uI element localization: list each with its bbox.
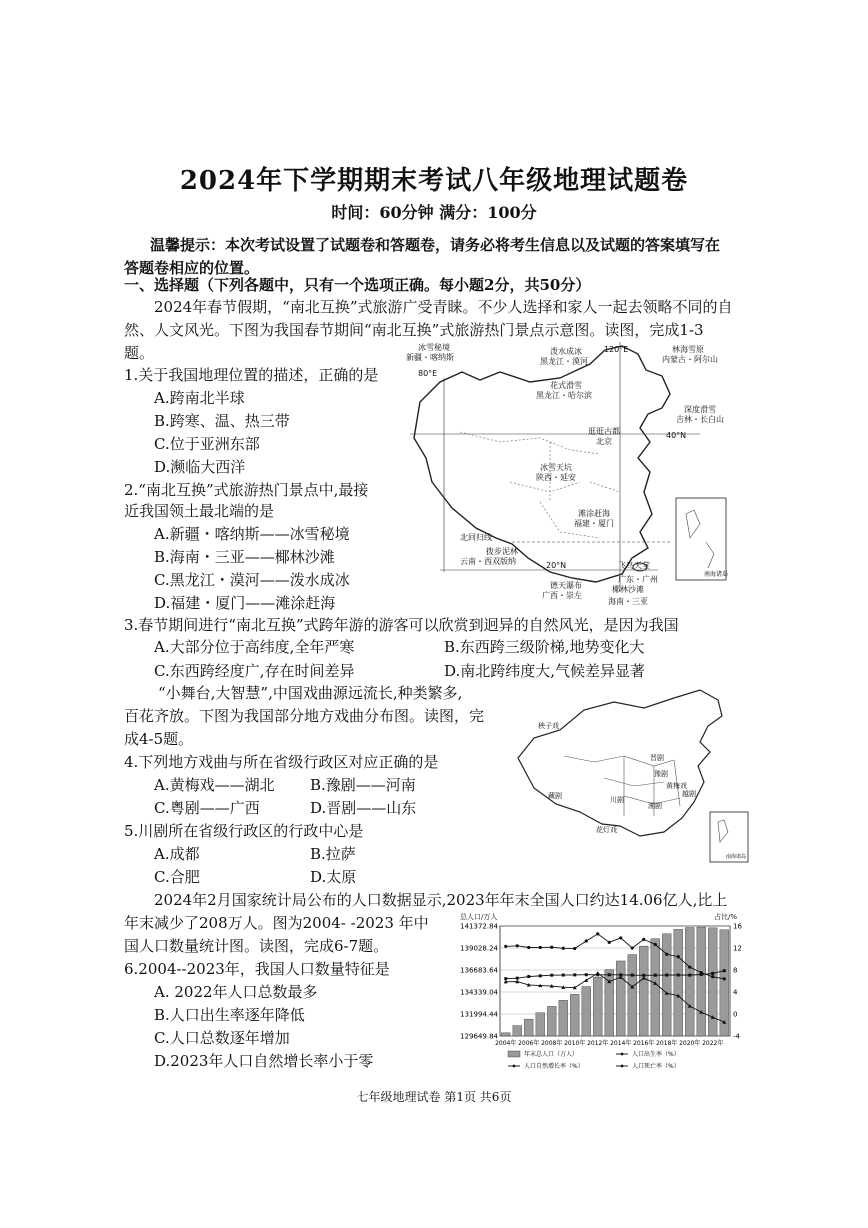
q4-stem: 4.下列地方戏曲与所在省级行政区对应正确的是 — [124, 753, 439, 771]
intro3-line-3: 国人口数量统计图。读图，完成6-7题。 — [124, 937, 389, 955]
map2-label-jinju: 晋剧 — [650, 754, 664, 762]
chart-legend-marker — [621, 1065, 624, 1068]
map1-label-detian: 德天瀑布广西・崇左 — [542, 581, 582, 600]
chart-point — [527, 975, 530, 978]
chart-xtick: 2014年 — [610, 1040, 632, 1047]
chart-point — [688, 966, 691, 969]
chart-point — [608, 973, 611, 976]
chart-bar — [616, 961, 625, 1036]
chart-ytick-left: 139028.24 — [460, 944, 498, 953]
chart-xtick: 2018年 — [656, 1040, 678, 1047]
map1-inset-label: 南海诸岛 — [704, 571, 729, 578]
map1-label-hulun: 林海雪原内蒙古・阿尔山 — [662, 345, 718, 364]
map1-label-mohe: 泼水成冰黑龙江・漠河 — [540, 347, 588, 366]
map1-label-80e: 80°E — [418, 369, 438, 378]
chart-point — [585, 973, 588, 976]
chart-point — [562, 947, 565, 950]
chart-xtick: 2006年 — [518, 1040, 540, 1047]
chart-bar — [593, 977, 602, 1036]
map2-inset-label: 南海诸岛 — [726, 854, 747, 860]
map1-label-kanas: 冰雪秘境新疆・喀纳斯 — [406, 343, 454, 362]
notice-line-1: 温馨提示：本次考试设置了试题卷和答题卷，请务必将考生信息以及试题的答案填写在 — [150, 236, 721, 254]
map2-label-yangge: 秧子戏 — [538, 722, 559, 730]
chart-point — [516, 977, 519, 980]
chart-point — [504, 945, 507, 948]
chart-point — [608, 941, 611, 944]
chart-bar — [674, 929, 683, 1036]
map2-label-yueju: 越剧 — [682, 790, 696, 798]
chart-bar — [685, 928, 694, 1036]
q3-stem: 3.春节期间进行“南北互换”式跨年游的游客可以欣赏到迥异的自然风光，是因为我国 — [124, 616, 679, 634]
chart-xtick: 2016年 — [633, 1040, 655, 1047]
chart-plot-area — [500, 926, 730, 1036]
chart-bar — [513, 1026, 522, 1036]
chart-point — [677, 955, 680, 958]
chart-bar — [697, 927, 706, 1036]
q3-option-b: B.东西跨三级阶梯,地势变化大 — [444, 638, 645, 656]
chart-point — [619, 936, 622, 939]
chart-point — [516, 944, 519, 947]
chart-xtick: 2008年 — [541, 1040, 563, 1047]
chart-bar — [582, 987, 591, 1036]
q4-option-c: C.粤剧——广西 — [154, 799, 260, 817]
china-tourism-map — [400, 342, 736, 634]
paper-subtitle: 时间：60分钟 满分：100分 — [331, 203, 537, 222]
chart-xtick: 2010年 — [564, 1040, 586, 1047]
chart-bar — [559, 1000, 568, 1036]
intro2-line-2: 百花齐放。下图为我国部分地方戏曲分布图。读图，完 — [124, 707, 485, 725]
intro3-line-1: 2024年2月国家统计局公布的人口数据显示,2023年年末全国人口约达14.06亿人,比上 — [154, 891, 728, 909]
chart-ytick-right: 4 — [733, 988, 738, 997]
chart-point — [573, 947, 576, 950]
chart-xtick: 2022年 — [702, 1040, 724, 1047]
chart-point — [573, 973, 576, 976]
chart-legend-marker — [621, 1053, 624, 1056]
chart-point — [642, 938, 645, 941]
chart-point — [504, 977, 507, 980]
chart-bar — [536, 1013, 545, 1036]
q3-option-a: A.大部分位于高纬度,全年严寒 — [154, 638, 355, 656]
opera-distribution-map — [504, 686, 752, 864]
map2-label-huangmei: 黄梅戏 — [666, 782, 687, 790]
q6-option-b: B.人口出生率逐年降低 — [154, 1006, 305, 1024]
q6-stem: 6.2004--2023年，我国人口数量特征是 — [124, 960, 390, 978]
q5-option-c: C.合肥 — [154, 868, 200, 886]
chart-ytick-right: 8 — [733, 966, 738, 975]
q6-option-c: C.人口总数逐年增加 — [154, 1029, 290, 1047]
chart-ytick-left: 129649.84 — [460, 1032, 498, 1041]
chart-ytick-right: 16 — [733, 922, 742, 931]
chart-xtick: 2012年 — [587, 1040, 609, 1047]
map1-label-guangzhou: 飞鸟天堂广东・广州 — [618, 561, 658, 584]
map1-label-harbin: 花式滑雪黑龙江・哈尔滨 — [536, 381, 592, 400]
map1-label-20n: 20°N — [546, 561, 567, 570]
chart-point — [585, 939, 588, 942]
intro1-line-2: 然、人文风光。下图为我国春节期间“南北互换”式旅游热门景点示意图。读图，完成1-3 — [124, 321, 704, 339]
chart-bar — [628, 955, 637, 1036]
chart-legend-label: 人口死亡率（%） — [632, 1063, 680, 1070]
q2-option-a: A.新疆・喀纳斯——冰雪秘境 — [154, 525, 350, 543]
section-heading: 一、选择题（下列各题中，只有一个选项正确。每小题2分，共50分） — [124, 276, 591, 294]
chart-legend-label: 年末总人口（万人） — [524, 1051, 579, 1058]
chart-point — [642, 974, 645, 977]
q1-option-d: D.濒临大西洋 — [154, 458, 246, 476]
chart-point — [596, 973, 599, 976]
q2-option-b: B.海南・三亚——椰林沙滩 — [154, 548, 335, 566]
intro2-line-1: “小舞台,大智慧”,中国戏曲源远流长,种类繁多, — [158, 684, 463, 702]
q5-option-a: A.成都 — [154, 845, 200, 863]
chart-point — [550, 974, 553, 977]
chart-bar — [547, 1006, 556, 1036]
map1-label-beijing: 逛逛古都北京 — [588, 427, 620, 446]
q1-option-b: B.跨寒、温、热三带 — [154, 412, 290, 430]
chart-point — [527, 946, 530, 949]
intro1-line-1: 2024年春节假期，“南北互换”式旅游广受青睐。不少人选择和家人一起去领略不同的自 — [154, 298, 733, 316]
paper-title: 2024年下学期期末考试八年级地理试题卷 — [179, 166, 689, 196]
chart-point — [631, 974, 634, 977]
chart-legend-label: 人口出生率（%） — [632, 1051, 680, 1058]
q2-stem-line-1: 2.“南北互换”式旅游热门景点中,最接 — [124, 481, 369, 499]
q5-option-b: B.拉萨 — [310, 845, 356, 863]
chart-point — [631, 946, 634, 949]
intro1-line-3: 题。 — [124, 344, 155, 362]
chart-ytick-left: 141372.84 — [460, 922, 498, 931]
chart-point — [654, 974, 657, 977]
q1-option-a: A.跨南北半球 — [154, 389, 245, 407]
chart-xtick: 2020年 — [679, 1040, 701, 1047]
map2-label-yuju: 豫剧 — [654, 770, 668, 778]
chart-ylabel-left: 总人口/万人 — [460, 913, 498, 921]
chart-point — [665, 974, 668, 977]
chart-point — [596, 932, 599, 935]
chart-ytick-right: -4 — [733, 1032, 740, 1041]
intro2-line-3: 成4-5题。 — [124, 730, 194, 748]
map1-label-40n: 40°N — [666, 431, 687, 440]
q4-option-b: B.豫剧——河南 — [310, 776, 416, 794]
q3-option-c: C.东西跨经度广,存在时间差异 — [154, 662, 355, 680]
chart-ytick-right: 12 — [733, 944, 742, 953]
chart-ylabel-right: 占比/% — [714, 913, 738, 921]
chart-ytick-left: 136683.64 — [460, 966, 498, 975]
q1-option-c: C.位于亚洲东部 — [154, 435, 260, 453]
notice-line-2: 答题卷相应的位置。 — [124, 259, 260, 277]
map1-label-xishuang: 拨步泥林云南・西双版纳 — [460, 547, 518, 566]
map1-label-xiamen: 滩涂赶海福建・厦门 — [574, 509, 614, 528]
chart-point — [677, 974, 680, 977]
chart-bar — [501, 1033, 510, 1036]
chart-point — [711, 975, 714, 978]
map2-label-xiangju: 湘剧 — [648, 802, 662, 810]
map2-label-huagu: 花灯戏 — [596, 826, 617, 834]
map1-label-changbai: 深度滑雪吉林・长白山 — [676, 405, 724, 424]
q6-option-d: D.2023年人口自然增长率小于零 — [154, 1052, 374, 1070]
chart-point — [723, 977, 726, 980]
chart-bar — [639, 946, 648, 1036]
chart-point — [665, 953, 668, 956]
chart-point — [562, 974, 565, 977]
q3-option-d: D.南北跨纬度大,气候差异显著 — [444, 662, 646, 680]
page-footer: 七年级地理试卷 第1页 共6页 — [356, 1090, 512, 1104]
chart-point — [723, 969, 726, 972]
chart-bar — [651, 939, 660, 1036]
chart-xtick: 2004年 — [495, 1040, 517, 1047]
q4-option-d: D.晋剧——山东 — [310, 799, 417, 817]
chart-point — [654, 943, 657, 946]
q4-option-a: A.黄梅戏——湖北 — [154, 776, 275, 794]
q2-option-d: D.福建・厦门——滩涂赶海 — [154, 594, 336, 612]
chart-legend-marker — [513, 1065, 516, 1068]
chart-point — [584, 978, 588, 982]
map1-label-yanan: 冰雪天坑陕西・延安 — [536, 463, 576, 482]
chart-ytick-left: 134339.04 — [460, 988, 498, 997]
map2-label-zangju: 藏剧 — [548, 792, 562, 800]
chart-point — [539, 946, 542, 949]
chart-point — [688, 974, 691, 977]
map1-inset-box — [676, 498, 729, 580]
chart-point — [550, 946, 553, 949]
map1-label-120e: 120°E — [604, 345, 629, 354]
chart-bar — [570, 994, 579, 1036]
q6-option-a: A. 2022年人口总数最多 — [154, 983, 318, 1001]
q2-stem-line-2: 近我国领土最北端的是 — [124, 502, 275, 520]
chart-point — [711, 972, 714, 975]
q5-stem: 5.川剧所在省级行政区的行政中心是 — [124, 822, 364, 840]
map2-label-chuanju: 川剧 — [610, 796, 624, 804]
population-chart — [446, 910, 756, 1076]
map1-label-sanya: 椰林沙滩海南・三亚 — [608, 585, 648, 606]
chart-bar — [524, 1019, 533, 1036]
q1-stem: 1.关于我国地理位置的描述，正确的是 — [124, 366, 379, 384]
map1-label-tropic: 北回归线 — [460, 533, 492, 542]
chart-bar — [662, 934, 671, 1036]
q5-option-d: D.太原 — [310, 868, 357, 886]
chart-legend-label: 人口自然增长率（%） — [524, 1063, 584, 1070]
chart-ytick-right: 0 — [733, 1010, 738, 1019]
chart-point — [539, 974, 542, 977]
chart-point — [700, 973, 703, 976]
chart-legend-swatch — [508, 1051, 520, 1057]
chart-point — [619, 973, 622, 976]
chart-bar — [720, 930, 729, 1036]
chart-bar — [708, 928, 717, 1036]
chart-ytick-left: 131994.44 — [460, 1010, 498, 1019]
q2-option-c: C.黑龙江・漠河——泼水成冰 — [154, 571, 350, 589]
intro3-line-2: 年末减少了208万人。图为2004- -2023 年中 — [124, 914, 429, 932]
